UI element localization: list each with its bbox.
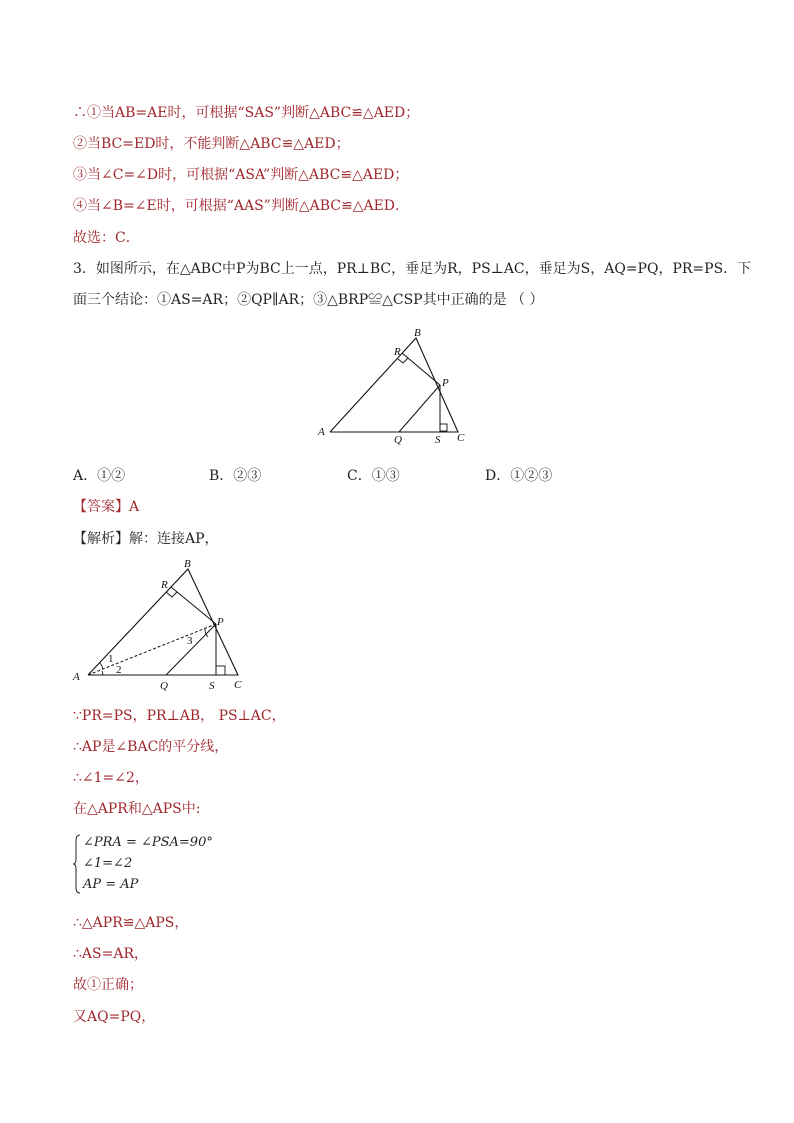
fig1-label-s: S xyxy=(435,434,441,446)
fig1-label-r: R xyxy=(394,346,401,358)
figure-1 xyxy=(316,325,476,450)
step-2: ∴AP是∠BAC的平分线， xyxy=(73,739,229,755)
answer-line: 【答案】A xyxy=(73,499,140,515)
line-1: ∴①当AB=AE时，可根据“SAS”判断△ABC≌△AED； xyxy=(73,105,420,121)
system-row-2: ∠1=∠2 xyxy=(83,856,133,871)
fig2-angle-arc-1 xyxy=(100,663,103,669)
fig2-label-s: S xyxy=(209,680,215,692)
line-2: ②当BC=ED时，不能判断△ABC≌△AED； xyxy=(73,136,350,152)
fig2-right-angle-r xyxy=(166,592,177,597)
step-8: 又AQ=PQ， xyxy=(73,1009,156,1025)
analysis-line: 【解析】解：连接AP， xyxy=(73,531,219,547)
fig1-qp xyxy=(399,385,440,432)
step-6: ∴AS=AR， xyxy=(73,946,148,962)
fig2-right-angle-s xyxy=(216,666,225,675)
equation-system xyxy=(73,832,253,898)
fig2-ap-dashed xyxy=(88,624,216,675)
fig1-label-q: Q xyxy=(394,434,402,446)
figure-2 xyxy=(68,555,258,695)
question-line-1: 3．如图所示，在△ABC中P为BC上一点，PR⊥BC，垂足为R，PS⊥AC，垂足为S，AQ=PQ，PR=PS．下 xyxy=(73,261,752,277)
fig1-label-p: P xyxy=(442,377,449,389)
line-4: ④当∠B=∠E时，可根据“AAS”判断△ABC≌△AED． xyxy=(73,198,410,214)
fig1-right-angle-r xyxy=(398,358,408,363)
fig1-label-b: B xyxy=(414,327,421,339)
system-row-3: AP = AP xyxy=(83,877,139,892)
fig2-label-b: B xyxy=(184,558,191,570)
fig2-label-r: R xyxy=(161,579,168,591)
step-5: ∴△APR≌△APS， xyxy=(73,915,189,931)
fig1-label-c: C xyxy=(457,432,465,444)
system-row-1: ∠PRA = ∠PSA=90° xyxy=(83,835,213,850)
step-4: 在△APR和△APS中: xyxy=(73,801,201,817)
fig1-label-a: A xyxy=(318,426,325,438)
line-5: 故选：C． xyxy=(73,230,140,246)
question-line-2: 面三个结论：①AS=AR；②QP∥AR；③△BRP≌△CSP其中正确的是 （ ） xyxy=(73,292,544,308)
option-a: A．①② xyxy=(73,468,126,484)
brace-icon xyxy=(73,834,81,894)
fig2-angle-label-3: 3 xyxy=(187,635,193,647)
fig2-angle-arc-2 xyxy=(102,671,103,675)
option-d: D．①②③ xyxy=(485,468,553,484)
fig2-label-a: A xyxy=(73,671,80,683)
option-b: B．②③ xyxy=(209,468,262,484)
fig1-right-angle-s xyxy=(440,424,447,431)
step-3: ∴∠1=∠2， xyxy=(73,770,149,786)
fig2-qp xyxy=(166,624,216,675)
fig2-angle-label-1: 1 xyxy=(108,653,114,665)
fig2-pr xyxy=(171,587,216,624)
fig2-label-q: Q xyxy=(160,680,168,692)
option-c: C．①③ xyxy=(347,468,400,484)
step-1: ∵PR=PS，PR⊥AB， PS⊥AC， xyxy=(73,708,286,724)
fig2-label-p: P xyxy=(217,616,224,628)
fig2-angle-label-2: 2 xyxy=(116,664,122,676)
fig2-label-c: C xyxy=(234,679,242,691)
line-3: ③当∠C=∠D时，可根据“ASA”判断△ABC≌△AED； xyxy=(73,167,409,183)
step-7: 故①正确； xyxy=(73,977,143,993)
